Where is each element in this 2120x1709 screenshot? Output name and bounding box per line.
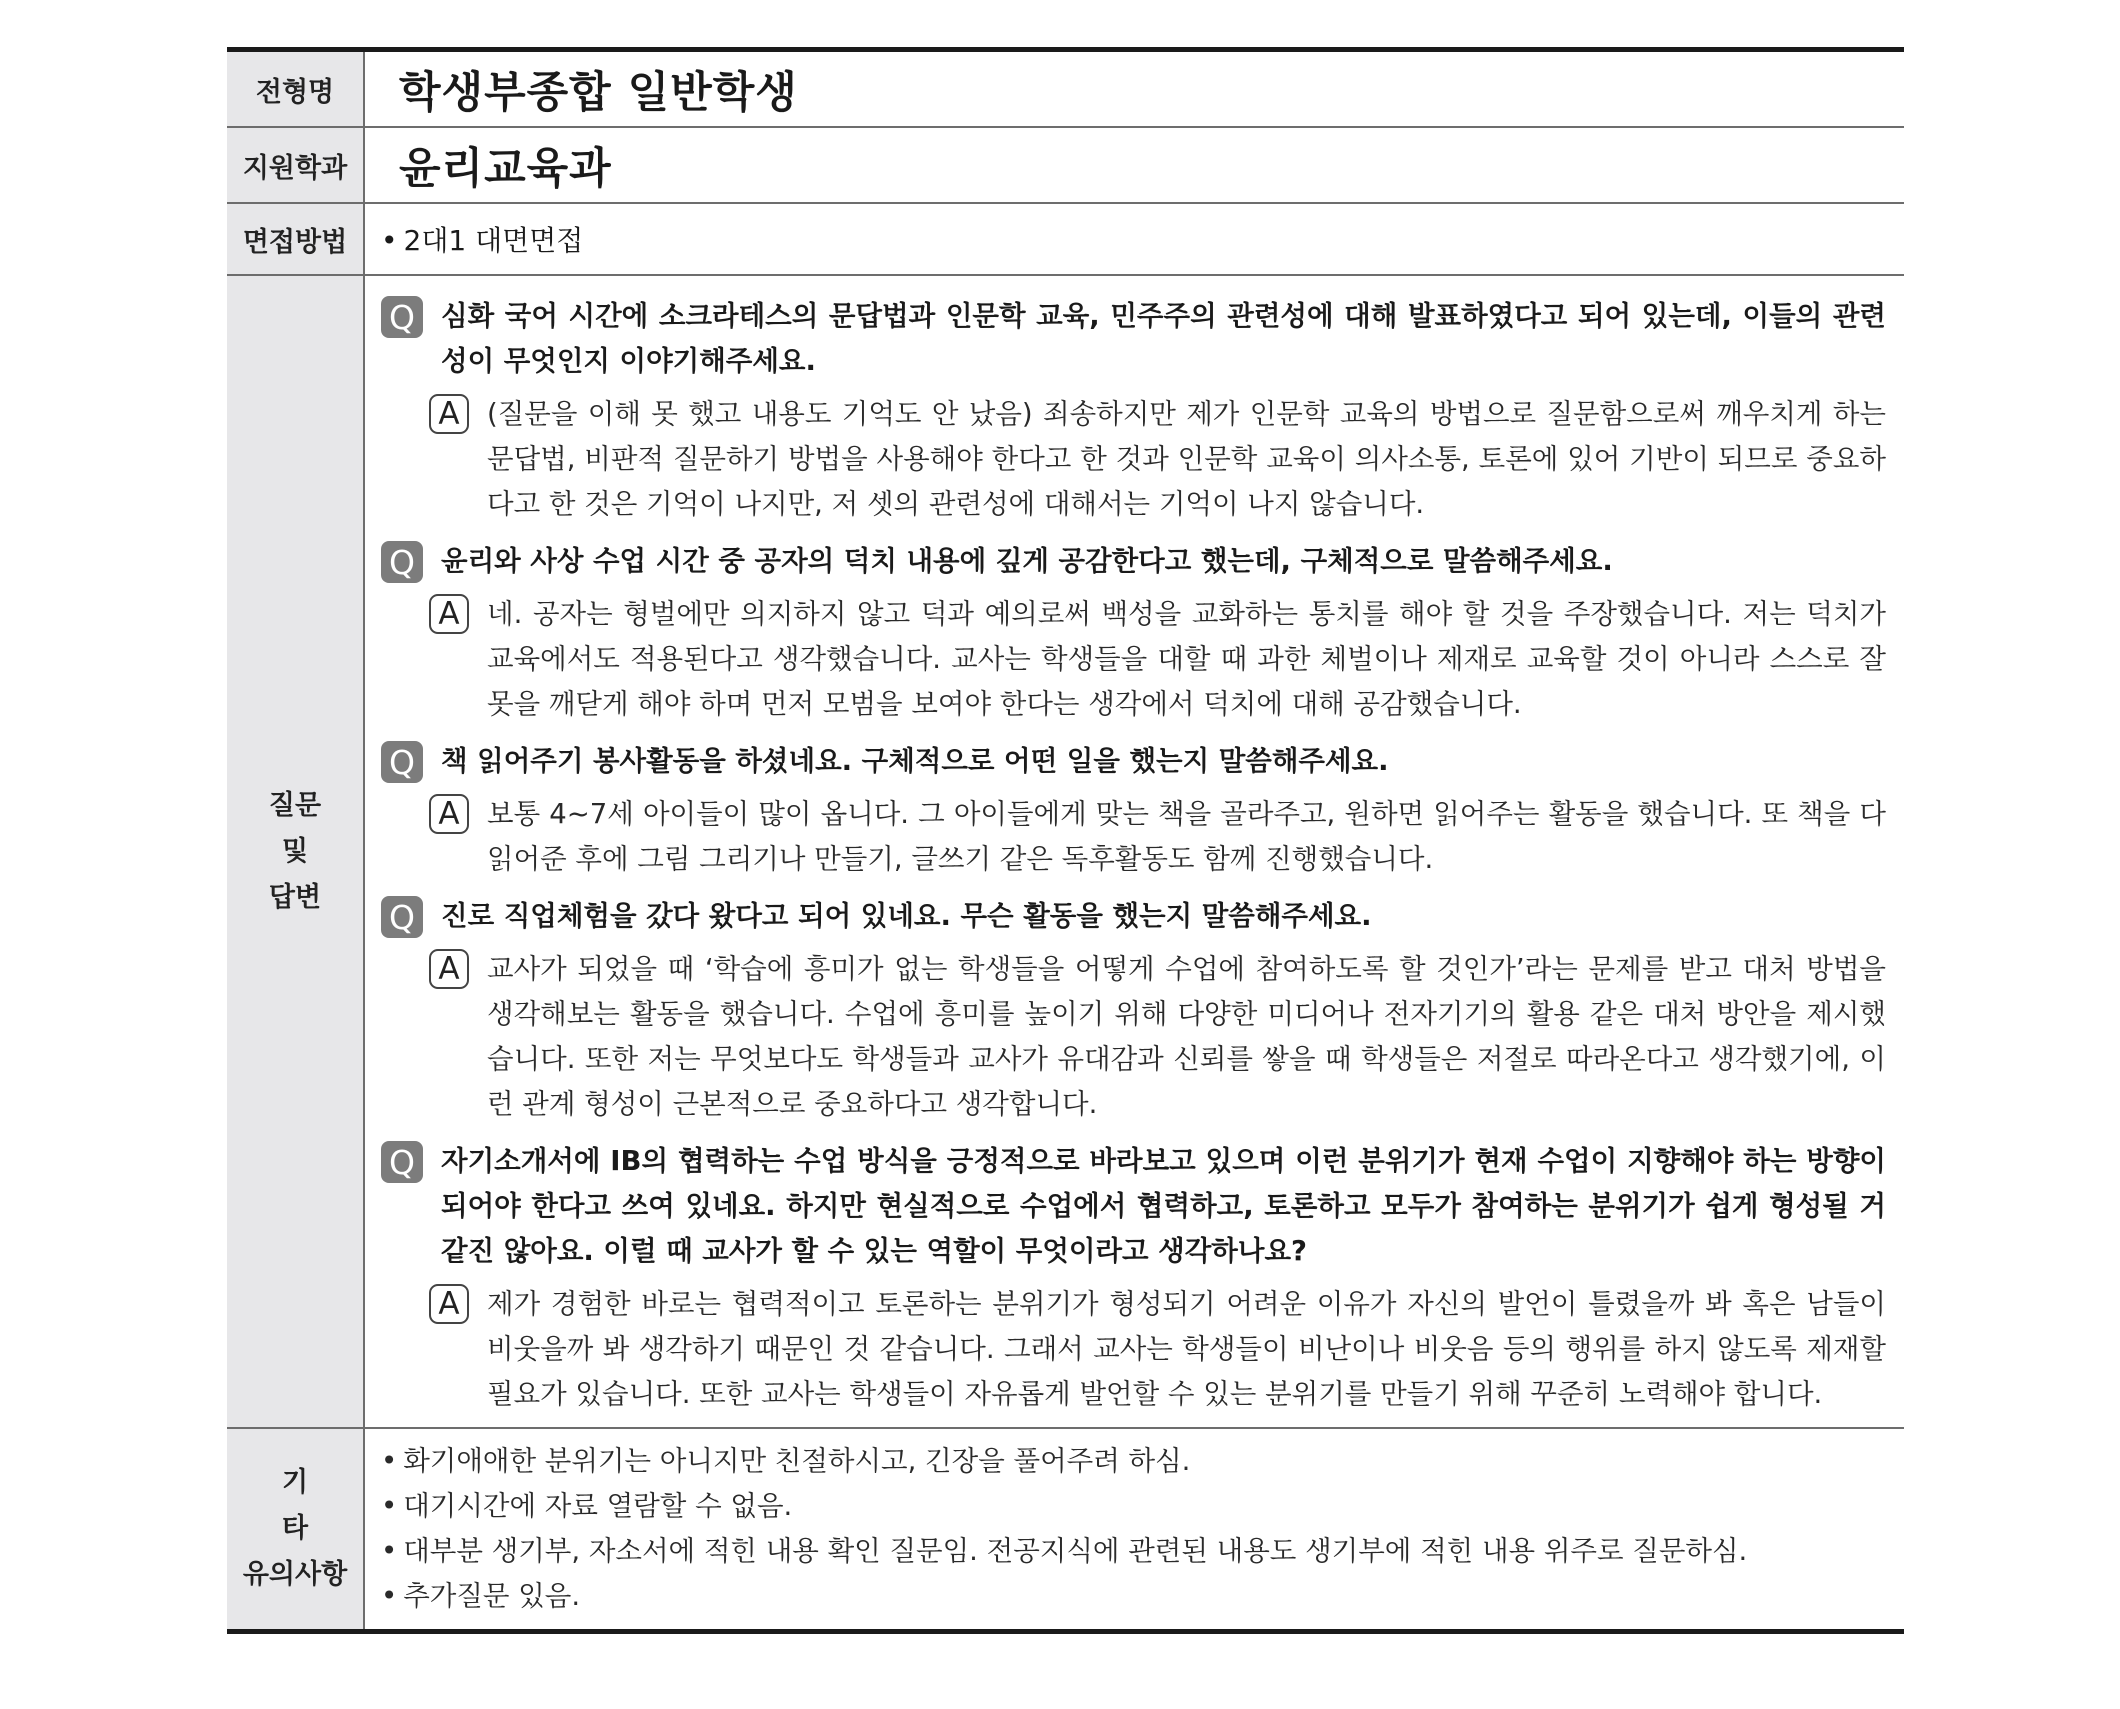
a-badge-icon: A — [429, 949, 469, 989]
answer-text: 제가 경험한 바로는 협력적이고 토론하는 분위기가 형성되기 어려운 이유가 자신의 발언이 틀렸을까 봐 혹은 남들이 비웃을까 봐 생각하기 때문인 것 같습니다. 그래서 교사는 학생들이 비난이나 비웃음 등의 행위를 하지 않도록 제재할 필요가 있습니다. 또한 교사는 학생들이 자유롭게 발언할 수 있는 분위기를 만들기 위해 꾸준히 노력해야 합니다. — [487, 1288, 1886, 1410]
answer-2 — [429, 592, 1886, 727]
department-label: 지원학과 — [227, 127, 364, 203]
question-text: 자기소개서에 IB의 협력하는 수업 방식을 긍정적으로 바라보고 있으며 이런 분위기가 현재 수업이 지향해야 하는 방향이 되어야 한다고 쓰여 있네요. 하지만 현실적으로 수업에서 협력하고, 토론하고 모두가 참여하는 분위기가 쉽게 형성될 거 같진 않아요. 이럴 때 교사가 할 수 있는 역할이 무엇이라고 생각하나요? — [441, 1145, 1886, 1267]
note-item — [381, 1439, 1904, 1484]
row-interview-method — [227, 203, 1904, 275]
question-text: 진로 직업체험을 갔다 왔다고 되어 있네요. 무슨 활동을 했는지 말씀해주세요. — [441, 900, 1372, 932]
note-bullet: • — [381, 1535, 398, 1567]
admission-type-label: 전형명 — [227, 50, 364, 128]
answer-text: 보통 4~7세 아이들이 많이 옵니다. 그 아이들에게 맞는 책을 골라주고, 원하면 읽어주는 활동을 했습니다. 또 책을 다 읽어준 후에 그림 그리기나 만들기, 글쓰기 같은 독후활동도 함께 진행했습니다. — [487, 798, 1886, 875]
note-text: 대기시간에 자료 열람할 수 없음. — [403, 1490, 793, 1522]
admission-type-value: 학생부종합 일반학생 — [399, 67, 798, 118]
note-text: 대부분 생기부, 자소서에 적힌 내용 확인 질문임. 전공지식에 관련된 내용도 생기부에 적힌 내용 위주로 질문하심. — [403, 1535, 1748, 1567]
answer-text: (질문을 이해 못 했고 내용도 기억도 안 났음) 죄송하지만 제가 인문학 교육의 방법으로 질문함으로써 깨우치게 하는 문답법, 비판적 질문하기 방법을 사용해야 한다고 한 것과 인문학 교육이 의사소통, 토론에 있어 기반이 되므로 중요하다고 한 것은 기억이 나지만, 저 셋의 관련성에 대해서는 기억이 나지 않습니다. — [487, 398, 1886, 520]
qa-label — [227, 275, 364, 1428]
a-badge-icon: A — [429, 1284, 469, 1324]
department-value: 윤리교육과 — [399, 143, 612, 194]
a-badge-icon: A — [429, 394, 469, 434]
answer-text: 교사가 되었을 때 ‘학습에 흥미가 없는 학생들을 어떻게 수업에 참여하도록 할 것인가’라는 문제를 받고 대처 방법을 생각해보는 활동을 했습니다. 수업에 흥미를 높이기 위해 다양한 미디어나 전자기기의 활용 같은 대처 방안을 제시했습니다. 또한 저는 무엇보다도 학생들과 교사가 유대감과 신뢰를 쌓을 때 학생들은 저절로 따라온다고 생각했기에, 이런 관계 형성이 근본적으로 중요하다고 생각합니다. — [487, 953, 1886, 1120]
admission-type-cell — [364, 50, 1904, 128]
row-department — [227, 127, 1904, 203]
q-badge-icon: Q — [381, 741, 423, 783]
interview-method-cell — [364, 203, 1904, 275]
department-cell — [364, 127, 1904, 203]
question-text: 윤리와 사상 수업 시간 중 공자의 덕치 내용에 깊게 공감한다고 했는데, 구체적으로 말씀해주세요. — [441, 545, 1613, 577]
answer-4 — [429, 947, 1886, 1127]
qa-label-line-1: 질문 — [268, 789, 322, 821]
answer-5 — [429, 1282, 1886, 1417]
note-bullet: • — [381, 1445, 398, 1477]
q-badge-icon: Q — [381, 1141, 423, 1183]
interview-method-value: 2대1 대면면접 — [403, 224, 584, 257]
interview-method-label: 면접방법 — [227, 203, 364, 275]
question-4 — [381, 894, 1886, 939]
question-5 — [381, 1139, 1886, 1274]
note-item — [381, 1529, 1904, 1574]
row-notes — [227, 1428, 1904, 1632]
note-bullet: • — [381, 1490, 398, 1522]
q-badge-icon: Q — [381, 541, 423, 583]
row-qa — [227, 275, 1904, 1428]
question-3 — [381, 739, 1886, 784]
a-badge-icon: A — [429, 594, 469, 634]
q-badge-icon: Q — [381, 296, 423, 338]
notes-label-line-1 — [229, 1460, 361, 1552]
question-text: 책 읽어주기 봉사활동을 하셨네요. 구체적으로 어떤 일을 했는지 말씀해주세요. — [441, 745, 1389, 777]
row-admission-type — [227, 50, 1904, 128]
note-bullet: • — [381, 1580, 398, 1612]
qa-cell — [364, 275, 1904, 1428]
notes-label-char-2: 타 — [281, 1513, 309, 1544]
note-text: 화기애애한 분위기는 아니지만 친절하시고, 긴장을 풀어주려 하심. — [403, 1445, 1191, 1477]
q-badge-icon: Q — [381, 896, 423, 938]
answer-1 — [429, 392, 1886, 527]
notes-label-char-1: 기 — [281, 1467, 309, 1498]
interview-form-table — [227, 47, 1904, 1634]
note-text: 추가질문 있음. — [403, 1580, 581, 1612]
notes-label-line-2: 유의사항 — [242, 1559, 348, 1590]
qa-label-line-3: 답변 — [268, 881, 322, 913]
answer-3 — [429, 792, 1886, 882]
qa-label-line-2: 및 — [281, 835, 309, 867]
method-bullet: • — [381, 224, 398, 257]
question-1 — [381, 294, 1886, 384]
question-text: 심화 국어 시간에 소크라테스의 문답법과 인문학 교육, 민주주의 관련성에 대해 발표하였다고 되어 있는데, 이들의 관련성이 무엇인지 이야기해주세요. — [441, 300, 1886, 377]
notes-label — [227, 1428, 364, 1632]
note-item — [381, 1484, 1904, 1529]
a-badge-icon: A — [429, 794, 469, 834]
answer-text: 네. 공자는 형벌에만 의지하지 않고 덕과 예의로써 백성을 교화하는 통치를 해야 할 것을 주장했습니다. 저는 덕치가 교육에서도 적용된다고 생각했습니다. 교사는 학생들을 대할 때 과한 체벌이나 제재로 교육할 것이 아니라 스스로 잘못을 깨닫게 해야 하며 먼저 모범을 보여야 한다는 생각에서 덕치에 대해 공감했습니다. — [487, 598, 1886, 720]
interview-report-sheet — [227, 47, 1904, 1634]
notes-cell — [364, 1428, 1904, 1632]
question-2 — [381, 539, 1886, 584]
note-item — [381, 1574, 1904, 1619]
